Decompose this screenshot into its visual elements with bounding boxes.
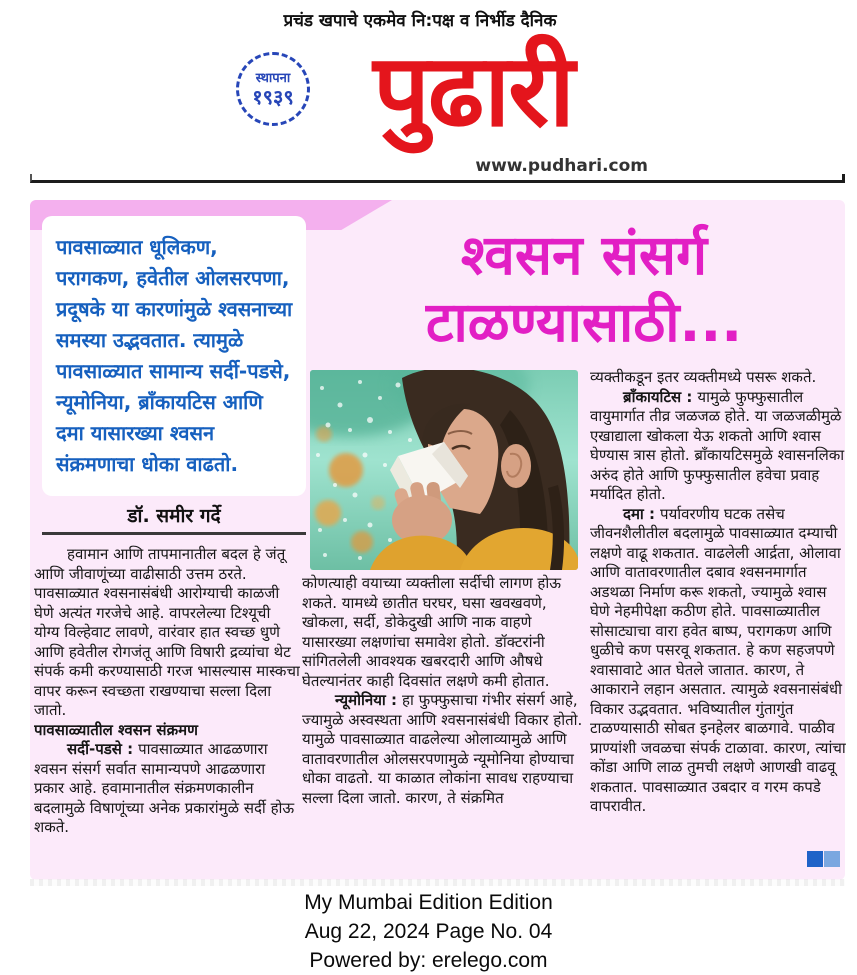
page-footer bbox=[0, 888, 857, 975]
body-column-2 bbox=[302, 574, 585, 866]
footer-date-page: Aug 22, 2024 Page No. 04 bbox=[304, 920, 553, 943]
masthead-divider bbox=[30, 174, 845, 183]
column2-paragraph-2-text: हा फुफ्फुसाचा गंभीर संसर्ग आहे, ज्यामुळे अस्वस्थता आणि श्वसनासंबंधी विकार होतो. यामुळे पावसाळ्यात वाढलेल्या ओलाव्यामुळे आणि वातावरणातील ओलसरपणामुळे न्यूमोनिया होण्याचा धोका वाढतो. या काळात लोकांना सावध राहण्याचा सल्ला दिला जातो. कारण, ते संक्रमित bbox=[302, 691, 583, 807]
footer-powered-by[interactable]: Powered by: erelego.com bbox=[309, 949, 548, 972]
column1-subhead: पावसाळ्यातील श्वसन संक्रमण bbox=[34, 720, 198, 739]
column2-paragraph-2 bbox=[302, 691, 585, 808]
column3-paragraph-1-text: यामुळे फुफ्फुसातील वायुमार्गात तीव्र जळजळ होते. या जळजळीमुळे एखाद्याला खोकला येऊ शकतो आणि श्वास घेण्यास त्रास होतो. ब्राँकायटिसमुळे श्वासनलिका अरुंद होते आणि फुफ्फुसातील हवेचा प्रवाह मर्यादित होतो. bbox=[590, 387, 845, 503]
column3-paragraph-1 bbox=[590, 388, 846, 505]
article-headline bbox=[320, 222, 848, 364]
body-column-1 bbox=[34, 545, 300, 875]
column1-paragraph-1: हवामान आणि तापमानातील बदल हे जंतू आणि जीवाणूंच्या वाढीसाठी उत्तम ठरते. पावसाळ्यात श्वसनासंबंधी आरोग्याची काळजी घेणे अत्यंत गरजेचे आहे. वापरलेल्या टिश्यूची योग्य विल्हेवाट लावणे, वारंवार हात स्वच्छ धुणे आणि हवेतील रोगजंतू आणि विषारी द्रव्यांचा थेट संपर्क कमी करण्यासाठी गरज भासल्यास मास्कचा वापर करून स्वच्छता राखण्याचा सल्ला दिला जातो. bbox=[34, 545, 300, 719]
byline-divider bbox=[42, 532, 306, 535]
column2-paragraph-1: कोणत्याही वयाच्या व्यक्तीला सर्दीची लागण होऊ शकते. यामध्ये छातीत घरघर, घसा खवखवणे, खोकला, सर्दी, डोकेदुखी आणि नाक वाहणे यासारख्या लक्षणांचा समावेश होतो. डॉक्टरांनी सांगितलेली आवश्यक खबरदारी आणि औषधे घेतल्यानंतर काही दिवसांत लक्षणे कमी होतात. bbox=[302, 574, 562, 690]
column3-paragraph-0: व्यक्तीकडून इतर व्यक्तीमध्ये पसरू शकते. bbox=[590, 368, 817, 386]
lead-summary-text: पावसाळ्यात धूलिकण, परागकण, हवेतील ओलसरपणा, प्रदूषके या कारणांमुळे श्वसनाच्या समस्या उद्भवतात. त्यामुळे पावसाळ्यात सामान्य सर्दी-पडसे, न्यूमोनिया, ब्राँकायटिस आणि दमा यासारख्या श्वसन संक्रमणाचा धोका वाढतो. bbox=[56, 235, 293, 476]
footer-edition: My Mumbai Edition Edition bbox=[304, 891, 553, 914]
article-photo bbox=[310, 370, 578, 570]
established-year: १९३९ bbox=[252, 84, 294, 109]
newspaper-logo: पुढारी bbox=[373, 32, 573, 149]
column1-paragraph-2-text: पावसाळ्यात आढळणारा श्वसन संसर्ग सर्वात सामान्यपणे आढळणारा प्रकार आहे. हवामानातील संक्रमणकालीन बदलामुळे विषाणूंच्या अनेक प्रकारांमुळे सर्दी होऊ शकते. bbox=[34, 740, 295, 836]
column1-paragraph-2 bbox=[34, 740, 300, 838]
masthead-tagline: प्रचंड खपाचे एकमेव नि:पक्ष व निर्भीड दैनिक bbox=[283, 11, 557, 31]
column1-paragraph-2-label: सर्दी-पडसे : bbox=[67, 740, 134, 758]
column3-paragraph-2 bbox=[590, 505, 846, 817]
page-marker-square-dark bbox=[807, 851, 823, 867]
column2-paragraph-2-label: न्यूमोनिया : bbox=[335, 691, 397, 709]
photo-illustration bbox=[310, 370, 578, 570]
author-byline: डॉ. समीर गर्दे bbox=[127, 505, 221, 527]
established-label: स्थापना bbox=[255, 70, 291, 86]
panel-bottom-texture bbox=[30, 879, 845, 886]
column3-paragraph-2-text: पर्यावरणीय घटक तसेच जीवनशैलीतील बदलामुळे पावसाळ्यात दम्याची लक्षणे वाढू शकतात. वाढलेली आर्द्रता, ओलावा आणि वातावरणातील दबाव श्वसनमार्गात अडथळा निर्माण करू शकतो, ज्यामुळे श्वास घेणे नेहमीपेक्षा कठीण होते. पावसाळ्यातील सोसाट्याचा वारा हवेत बाष्प, परागकण आणि धुळीचे कण पसरवू शकतात. हे कण सहजपणे श्वासावाटे आत घेतले जातात. कारण, ते आकाराने लहान असतात. त्यामुळे श्वसनासंबंधी विकार उद्भवतात. भविष्यातील गुंतागुंत टाळण्यासाठी सोबत इनहेलर बाळगावे. पाळीव प्राण्यांशी जवळचा संपर्क टाळावा. कारण, त्यांचा कोंडा आणि लाळ तुमची लक्षणे आणखी वाढवू शकतात. पावसाळ्यात उबदार व गरम कपडे वापरावीत. bbox=[590, 504, 846, 815]
headline-line-1: श्वसन संसर्ग bbox=[460, 223, 708, 287]
column3-paragraph-2-label: दमा : bbox=[623, 504, 656, 523]
column3-paragraph-1-label: ब्राँकायटिस : bbox=[623, 387, 693, 406]
lead-summary-box bbox=[42, 216, 306, 496]
headline-line-2: टाळण्यासाठी... bbox=[425, 290, 743, 354]
page-marker-square-light bbox=[824, 851, 840, 867]
website-link[interactable]: www.pudhari.com bbox=[475, 156, 648, 176]
body-column-3 bbox=[590, 368, 846, 858]
